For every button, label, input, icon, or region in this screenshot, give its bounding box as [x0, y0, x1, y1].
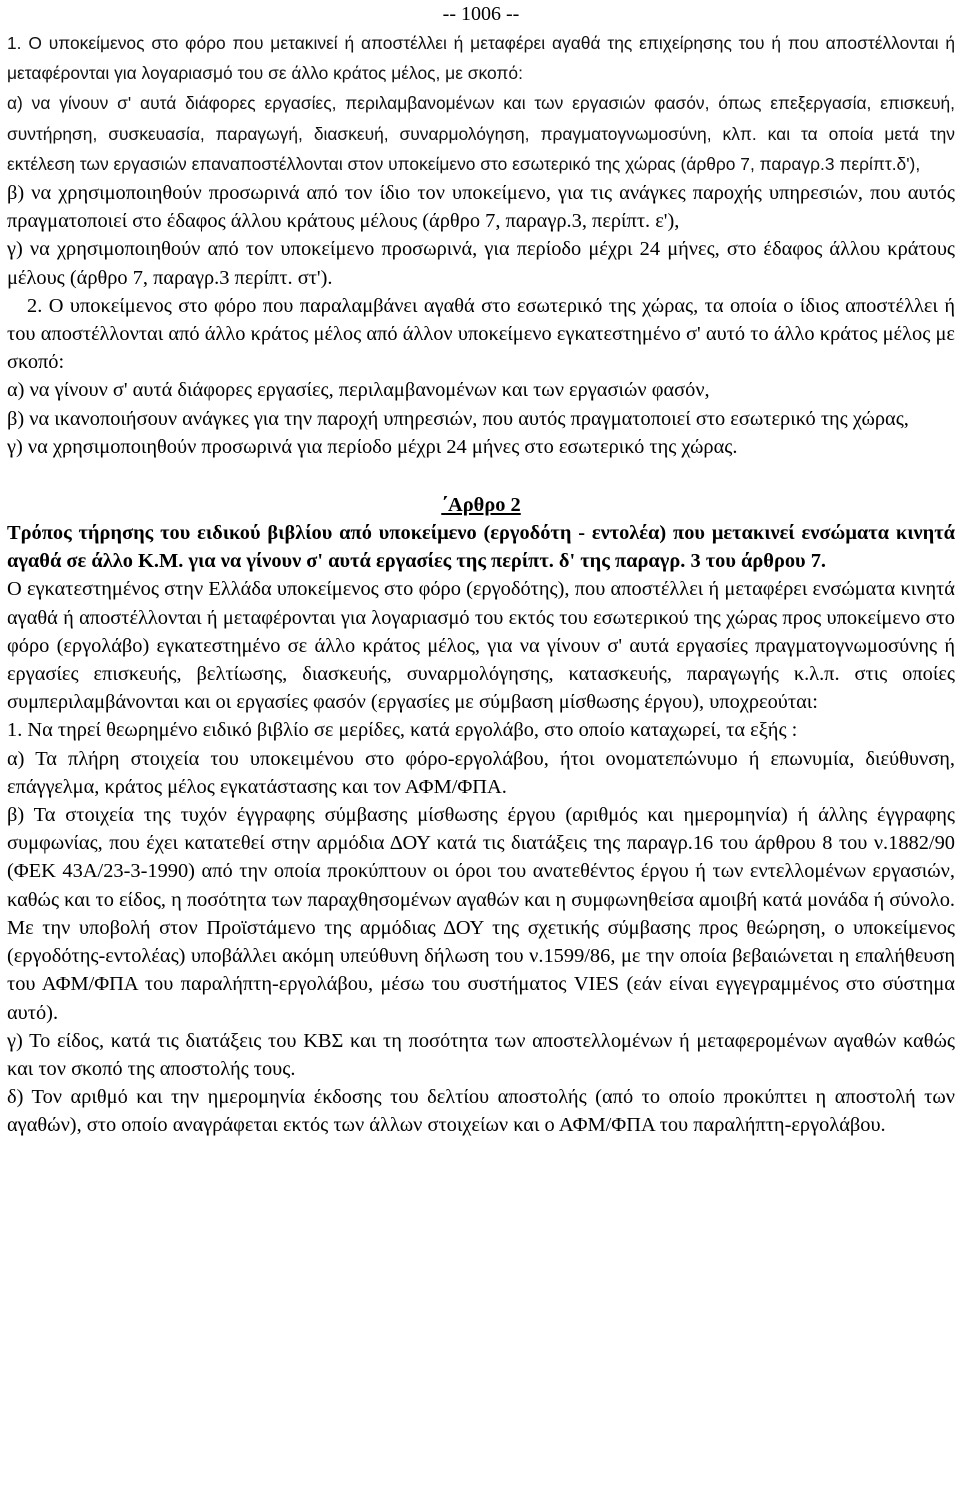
submission-paragraph: Με την υποβολή στον Προϊστάμενο της αρμόδιας ΔΟΥ της σχετικής σύμβασης προς θεώρηση, ο υποκείμενος (εργοδότης-εντολέας) υποβάλλει ακόμη υπεύθυνη δήλωση του ν.1599/86, με την οποία βεβαιώνεται η επαλήθευση του ΑΦΜ/ΦΠΑ του παραλήπτη-εργολάβου, μέσω του συστήματος VIES (εάν είναι εγγεγραμμένος στο σύστημα αυτό).	[7, 916, 955, 1024]
article-intro: Ο εγκατεστημένος στην Ελλάδα υποκείμενος στο φόρο (εργοδότης), που αποστέλλει ή μεταφέρει ενσώματα κινητά αγαθά ή αποστέλλονται ή μεταφέρονται για λογαριασμό του εκτός του εσωτερικού της χώρας προς υποκείμενο στο φόρο (εργολάβο) εγκατεστημένο σε άλλο κράτος μέλος, για να γίνουν σ' αυτά εργασίες πραγματογνωμοσύνης ή εργασίες επισκευής, βελτίωσης, διασκευής, συναρμολόγησης, κατασκευής, παραγωγής κ.λ.π. στις οποίες συμπεριλαμβάνονται και οι εργασίες φασόν (εργασίες με σύμβαση μίσθωσης έργου), υποχρεούται:	[7, 578, 955, 714]
spacer	[7, 461, 955, 491]
article-title: ΄Αρθρο 2	[441, 494, 521, 517]
paragraph-2: 2. Ο υποκείμενος στο φόρο που παραλαμβάνει αγαθά στο εσωτερικό της χώρας, τα οποία ο ίδιος αποστέλλει ή του αποστέλλονται από άλλο κράτος μέλος από άλλον υποκείμενο εγκατεστημένο σ' αυτό το άλλο κράτος μέλος με σκοπό:	[7, 294, 955, 374]
paragraph-1c: γ) να χρησιμοποιηθούν από τον υποκείμενο προσωρινά, για περίοδο μέχρι 24 μήνες, στο έδαφος άλλου κράτους μέλους (άρθρο 7, παραγρ.3 περίπτ. στ').	[7, 238, 955, 289]
section-1-continued	[7, 179, 955, 461]
article-heading: Τρόπος τήρησης του ειδικού βιβλίου από υποκείμενο (εργοδότη - εντολέα) που μετακινεί ενσώματα κινητά αγαθά σε άλλο Κ.Μ. για να γίνουν σ' αυτά εργασίες της περίπτ. δ' της παραγρ. 3 του άρθρου 7.	[7, 522, 955, 573]
paragraph-2b: β) να ικανοποιήσουν ανάγκες για την παροχή υπηρεσιών, που αυτός πραγματοποιεί στο εσωτερικό της χώρας,	[7, 407, 909, 430]
paragraph-1b: β) να χρησιμοποιηθούν προσωρινά από τον ίδιο τον υποκείμενο, για τις ανάγκες παροχής υπηρεσιών, που αυτός πραγματοποιεί στο έδαφος άλλου κράτους μέλους (άρθρο 7, παραγρ.3, περίπτ. ε'),	[7, 182, 955, 233]
item-1: 1. Να τηρεί θεωρημένο ειδικό βιβλίο σε μερίδες, κατά εργολάβο, στο οποίο καταχωρεί, τα εξής :	[7, 719, 798, 742]
page-number: -- 1006 --	[442, 3, 520, 25]
article-body	[7, 519, 955, 1139]
paragraph-2c: γ) να χρησιμοποιηθούν προσωρινά για περίοδο μέχρι 24 μήνες στο εσωτερικό της χώρας.	[7, 435, 738, 458]
section-1	[7, 28, 955, 179]
item-1c: γ) Το είδος, κατά τις διατάξεις του ΚΒΣ και τη ποσότητα των αποστελλομένων ή μεταφερομένων αγαθών καθώς και τον σκοπό της αποστολής τους.	[7, 1029, 955, 1080]
paragraph-1: 1. Ο υποκείμενος στο φόρο που μετακινεί ή αποστέλλει ή μεταφέρει αγαθά της επιχείρησης του ή που αποστέλλονται ή μεταφέρονται για λογαριασμό του σε άλλο κράτος μέλος, με σκοπό:	[7, 33, 955, 84]
paragraph-1a: α) να γίνουν σ' αυτά διάφορες εργασίες, περιλαμβανομένων και των εργασιών φασόν, όπως επεξεργασία, επισκευή, συντήρηση, συσκευασία, παραγωγή, διασκευή, συναρμολόγηση, πραγματογνωμοσύνη, κλπ. και τα οποία μετά την εκτέλεση των εργασιών επαναποστέλλονται στον υποκείμενο στο εσωτερικό της χώρας (άρθρο 7, παραγρ.3 περίπτ.δ'),	[7, 93, 955, 174]
document-page	[7, 0, 955, 1140]
item-1b: β) Τα στοιχεία της τυχόν έγγραφης σύμβασης μίσθωσης έργου (αριθμός και ημερομηνία) ή άλλης έγγραφης συμφωνίας, που έχει κατατεθεί στην αρμόδια ΔΟΥ κατά τις διατάξεις της παραγρ.16 του άρθρου 8 του ν.1882/90 (ΦΕΚ 43Α/23-3-1990) από την οποία προκύπτουν οι όροι του ανατεθέντος έργου ή των εντελλομένων εργασιών, καθώς και το είδος, η ποσότητα των παραχθησομένων αγαθών και η συμφωνηθείσα αμοιβή κατά μονάδα ή σύνολο.	[7, 804, 956, 911]
paragraph-2a: α) να γίνουν σ' αυτά διάφορες εργασίες, περιλαμβανομένων και των εργασιών φασόν,	[7, 379, 710, 402]
item-1a: α) Τα πλήρη στοιχεία του υποκειμένου στο φόρο-εργολάβου, ήτοι ονοματεπώνυμο ή επωνυμία, διεύθυνση, επάγγελμα, κράτος μέλος εγκατάστασης και τον ΑΦΜ/ΦΠΑ.	[7, 747, 955, 798]
item-1d: δ) Τον αριθμό και την ημερομηνία έκδοσης του δελτίου αποστολής (από το οποίο προκύπτει η αποστολή των αγαθών), στο οποίο αναγράφεται εκτός των άλλων στοιχείων και ο ΑΦΜ/ΦΠΑ του παραλήπτη-εργολάβου.	[7, 1086, 955, 1137]
